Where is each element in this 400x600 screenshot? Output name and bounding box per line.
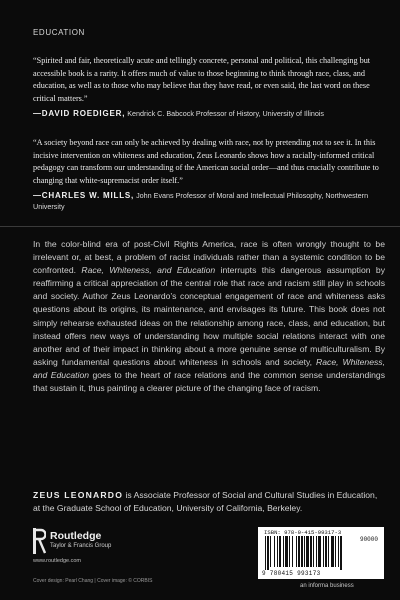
barcode-bar <box>340 536 342 570</box>
blurb-title-1: Race, Whiteness, and Education <box>81 265 216 276</box>
barcode-bar <box>316 536 317 567</box>
barcode-bar <box>277 536 278 567</box>
barcode-bar <box>270 536 271 567</box>
barcode-bar <box>328 536 329 567</box>
quote-text: “A society beyond race can only be achieved by dealing with race, not by pretending not to see it. In this incisive intervention on whiteness and education, Zeus Leonardo shows how a racially-informed critical pedagogy can transform our understanding of the American social order—and thus crucially contribute to changing that white-supremacist order itself.” <box>33 138 379 185</box>
barcode-bar <box>279 536 281 567</box>
barcode-bar <box>313 536 314 567</box>
publisher-name: Routledge <box>50 530 102 542</box>
quote-text: “Spirited and fair, theoretically acute and tellingly concrete, personal and political, this challenging but accessible book is a rarity. It offers much of value to those beginning to think through race, class, and education, as well as to those who may believe that they have read, or even said, the last word on these critical matters.” <box>33 56 371 103</box>
quote-author: —DAVID ROEDIGER, <box>33 109 126 119</box>
blurb-text-1: In the color-blind era of post-Civil Rights America, race is often wrongly thought to be irrelevant or, at best, a problem of racist individuals rather than a systemic condition to be confronted. <box>33 239 385 276</box>
barcode-bar <box>304 536 305 567</box>
publisher-group: Taylor & Francis Group <box>50 543 112 549</box>
barcode-bar <box>323 536 324 567</box>
barcode-bar <box>310 536 312 567</box>
barcode-bar <box>296 536 297 567</box>
isbn-barcode <box>258 527 384 579</box>
publisher-logo <box>33 528 153 564</box>
barcode-bar <box>331 536 334 567</box>
barcode-bar <box>306 536 309 567</box>
routledge-r-icon <box>33 528 46 554</box>
publisher-url: www.routledge.com <box>33 558 81 564</box>
quote-affiliation: John Evans Professor of Moral and Intellectual Philosophy, Northwestern University <box>33 191 369 211</box>
quote-attribution <box>33 191 379 212</box>
barcode-bar <box>285 536 288 567</box>
author-bio-text: is Associate Professor of Social and Cultural Studies in Education, at the Graduate School of Education, University of California, Berkeley. <box>33 490 378 513</box>
informa-tagline: an informa business <box>300 583 354 589</box>
blurb-text-2: interrupts this dangerous assumption by reaffirming a critical appreciation of the central role that race and racism still play in schools and society. Author Zeus Leonardo’s conceptual engagement of race and whiteness asks questions about its origins, its maintenance, and envisages its future. This book does not simply rehearse exhausted ideas on the relationship among race, class, and education, but instead offers new ways of understanding how multiple social relations interact with one another and of their impact in thinking about a more genuine sense of multiculturalism. By asking fundamental questions about whiteness in schools and society, <box>33 265 385 367</box>
barcode-bar <box>289 536 290 567</box>
barcode-bar <box>265 536 266 570</box>
section-divider <box>0 226 400 227</box>
barcode-bar <box>338 536 339 567</box>
quote-attribution <box>33 109 379 120</box>
barcode-digits: 9 780415 993173 <box>262 570 321 577</box>
book-description <box>33 238 385 395</box>
cover-credits: Cover design: Pearl Chang | Cover image: © CORBIS <box>33 578 153 584</box>
barcode-bar <box>318 536 321 567</box>
blurb-text-3: goes to the heart of race relations and the common sense understandings that sustain it, thus painting a clearer picture of the changing face of racism. <box>33 369 385 394</box>
endorsement-quote-1 <box>33 55 379 120</box>
barcode-bar <box>301 536 303 567</box>
barcode-bar <box>283 536 284 567</box>
author-bio <box>33 489 385 515</box>
quote-affiliation: Kendrick C. Babcock Professor of History, University of Illinois <box>127 109 325 119</box>
barcode-bar <box>335 536 336 567</box>
barcode-bar <box>298 536 300 567</box>
author-name: ZEUS LEONARDO <box>33 490 124 500</box>
endorsement-quote-2 <box>33 137 379 212</box>
barcode-bar <box>292 536 293 567</box>
category-label: EDUCATION <box>33 28 85 37</box>
barcode-bar <box>325 536 327 567</box>
barcode-bar <box>274 536 275 567</box>
barcode-bars <box>264 536 378 570</box>
isbn-label: ISBN: 978-0-415-99317-3 <box>264 529 342 536</box>
price-code: 90000 <box>359 536 378 543</box>
barcode-bar <box>267 536 269 570</box>
blurb-title-2: Race, Whiteness, and Education <box>33 356 385 380</box>
quote-author: —CHARLES W. MILLS, <box>33 191 135 201</box>
